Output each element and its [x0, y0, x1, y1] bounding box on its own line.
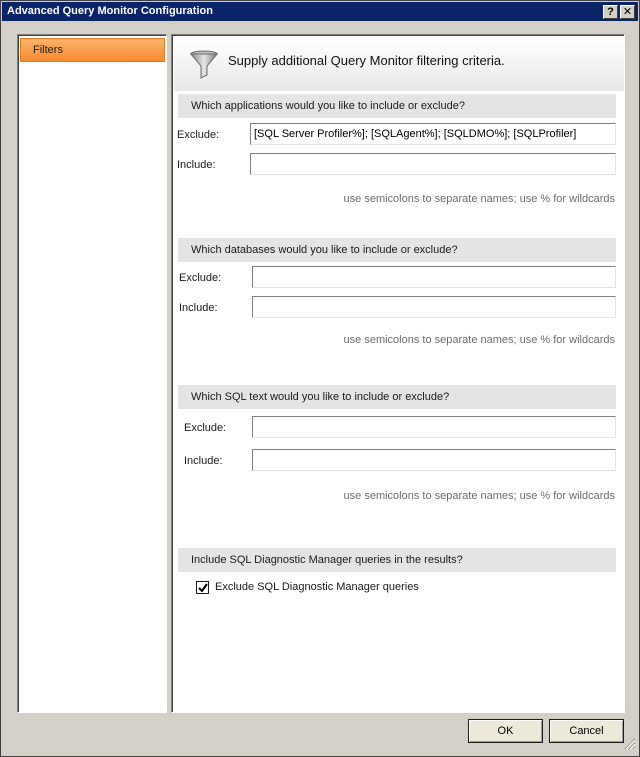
sql-text-include-input[interactable] — [252, 449, 616, 471]
applications-exclude-input[interactable] — [250, 123, 616, 145]
funnel-icon — [190, 50, 218, 83]
sql-text-hint: use semicolons to separate names; use % for wildcards — [343, 490, 615, 502]
sql-text-include-label: Include: — [184, 455, 223, 467]
databases-hint: use semicolons to separate names; use % for wildcards — [343, 334, 615, 346]
help-button[interactable]: ? — [603, 5, 618, 19]
exclude-diagnostic-checkbox[interactable] — [196, 581, 209, 594]
databases-exclude-label: Exclude: — [179, 272, 222, 284]
sql-text-exclude-input[interactable] — [252, 416, 616, 438]
close-button[interactable]: ✕ — [620, 5, 635, 19]
sql-text-section-title: Which SQL text would you like to include or exclude? — [178, 385, 616, 409]
resize-grip-icon[interactable] — [624, 738, 636, 753]
header-text: Supply additional Query Monitor filtering criteria. — [228, 53, 505, 68]
nav-item-filters[interactable]: Filters — [20, 38, 165, 62]
title-bar[interactable] — [2, 2, 638, 21]
nav-panel — [17, 34, 167, 713]
databases-exclude-input[interactable] — [252, 266, 616, 288]
diagnostic-section-title: Include SQL Diagnostic Manager queries in the results? — [178, 548, 616, 572]
ok-button[interactable]: OK — [468, 719, 543, 743]
checkmark-icon — [198, 583, 208, 593]
applications-hint: use semicolons to separate names; use % for wildcards — [343, 193, 615, 205]
applications-include-input[interactable] — [250, 153, 616, 175]
panel-header — [174, 37, 624, 91]
exclude-diagnostic-label[interactable]: Exclude SQL Diagnostic Manager queries — [215, 581, 419, 593]
applications-exclude-label: Exclude: — [177, 129, 220, 141]
applications-section-title: Which applications would you like to include or exclude? — [178, 94, 616, 118]
applications-include-label: Include: — [177, 159, 216, 171]
databases-include-label: Include: — [179, 302, 218, 314]
cancel-button[interactable]: Cancel — [549, 719, 624, 743]
databases-include-input[interactable] — [252, 296, 616, 318]
window-title: Advanced Query Monitor Configuration — [7, 5, 213, 17]
filters-panel — [171, 34, 625, 713]
databases-section-title: Which databases would you like to include or exclude? — [178, 238, 616, 262]
sql-text-exclude-label: Exclude: — [184, 422, 227, 434]
